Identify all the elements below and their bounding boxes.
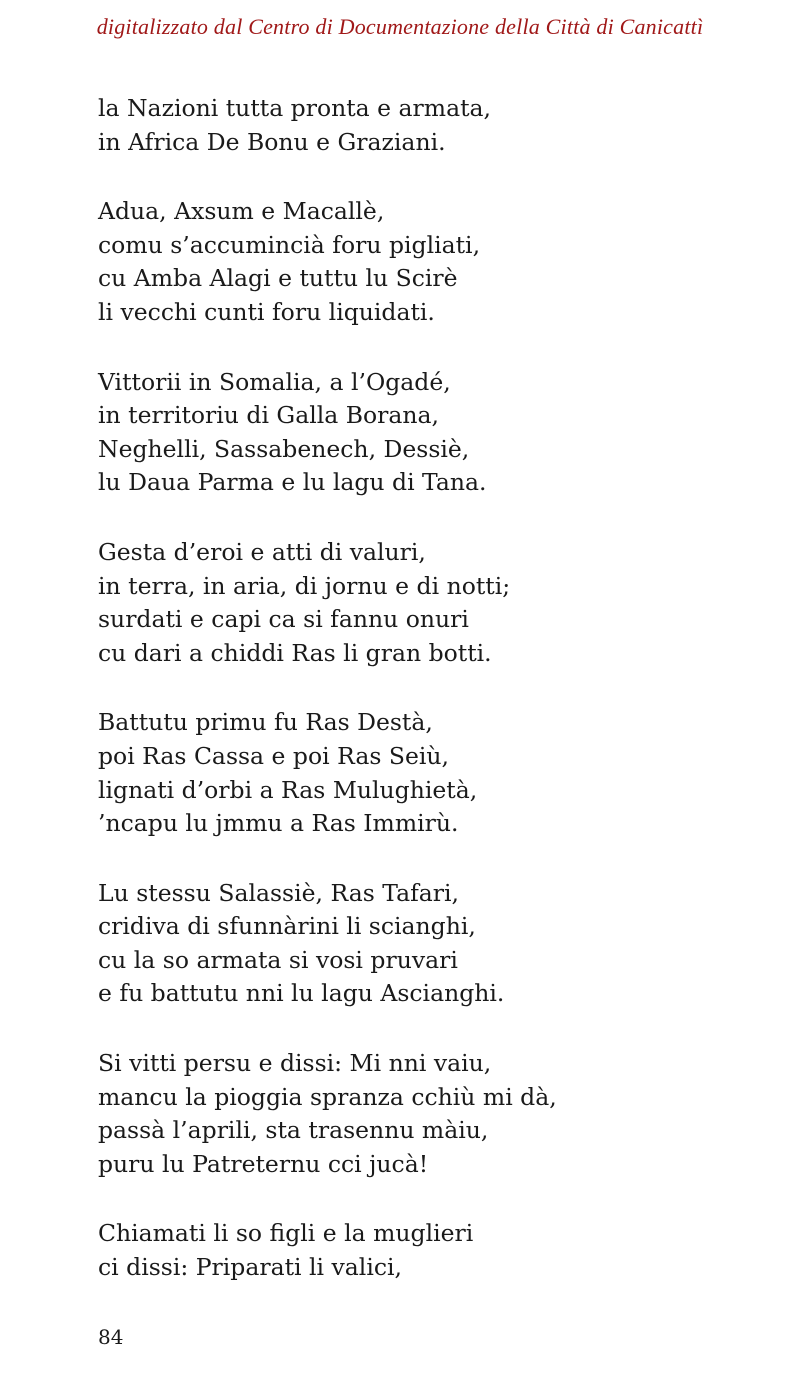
verse-line: surdati e capi ca si fannu onuri xyxy=(98,605,469,634)
page-number: 84 xyxy=(98,1325,124,1349)
verse-line: puru lu Patreternu cci jucà! xyxy=(98,1149,429,1178)
stanza-8 xyxy=(98,1217,778,1284)
verse-line: in territoriu di Galla Borana, xyxy=(98,401,440,430)
verse-line: ci dissi: Priparati li valici, xyxy=(98,1253,402,1282)
verse-line: Vittorii in Somalia, a l’Ogadé, xyxy=(98,367,451,396)
verse-line: Battutu primu fu Ras Destà, xyxy=(98,708,433,737)
poem-body xyxy=(98,92,778,1321)
digitization-watermark: digitalizzato dal Centro di Documentazione della Città di Canicattì xyxy=(96,14,704,39)
verse-line: Adua, Axsum e Macallè, xyxy=(98,197,385,226)
verse-line: poi Ras Cassa e poi Ras Seiù, xyxy=(98,741,449,770)
verse-line: cu Amba Alagi e tuttu lu Scirè xyxy=(98,264,458,293)
stanza-5 xyxy=(98,706,778,840)
verse-line: ’ncapu lu jmmu a Ras Immirù. xyxy=(98,809,459,838)
verse-line: Lu stessu Salassiè, Ras Tafari, xyxy=(98,878,460,907)
verse-line: la Nazioni tutta pronta e armata, xyxy=(98,94,492,122)
stanza-7 xyxy=(98,1047,778,1181)
stanza-3 xyxy=(98,366,778,500)
verse-line: Chiamati li so figli e la muglieri xyxy=(98,1219,474,1248)
verse-line: passà l’aprili, sta trasennu màiu, xyxy=(98,1116,489,1145)
verse-line: cu la so armata si vosi pruvari xyxy=(98,945,458,974)
verse-line: comu s’accumincià foru pigliati, xyxy=(98,230,481,259)
stanza-6 xyxy=(98,877,778,1011)
verse-line: Si vitti persu e dissi: Mi nni vaiu, xyxy=(98,1049,492,1078)
verse-line: lignati d’orbi a Ras Mulughietà, xyxy=(98,775,478,804)
verse-line: Gesta d’eroi e atti di valuri, xyxy=(98,537,426,566)
verse-line: li vecchi cunti foru liquidati. xyxy=(98,297,435,326)
verse-line: in terra, in aria, di jornu e di notti; xyxy=(98,571,511,600)
verse-line: mancu la pioggia spranza cchiù mi dà, xyxy=(98,1082,557,1111)
verse-line: cridiva di sfunnàrini li scianghi, xyxy=(98,912,476,941)
verse-line: Neghelli, Sassabenech, Dessiè, xyxy=(98,434,470,463)
stanza-4 xyxy=(98,536,778,670)
verse-line: e fu battutu nni lu lagu Ascianghi. xyxy=(98,979,505,1008)
stanza-1 xyxy=(98,92,778,159)
verse-line: cu dari a chiddi Ras li gran botti. xyxy=(98,638,492,667)
verse-line: lu Daua Parma e lu lagu di Tana. xyxy=(98,468,487,497)
verse-line: in Africa De Bonu e Graziani. xyxy=(98,127,446,156)
stanza-2 xyxy=(98,195,778,329)
